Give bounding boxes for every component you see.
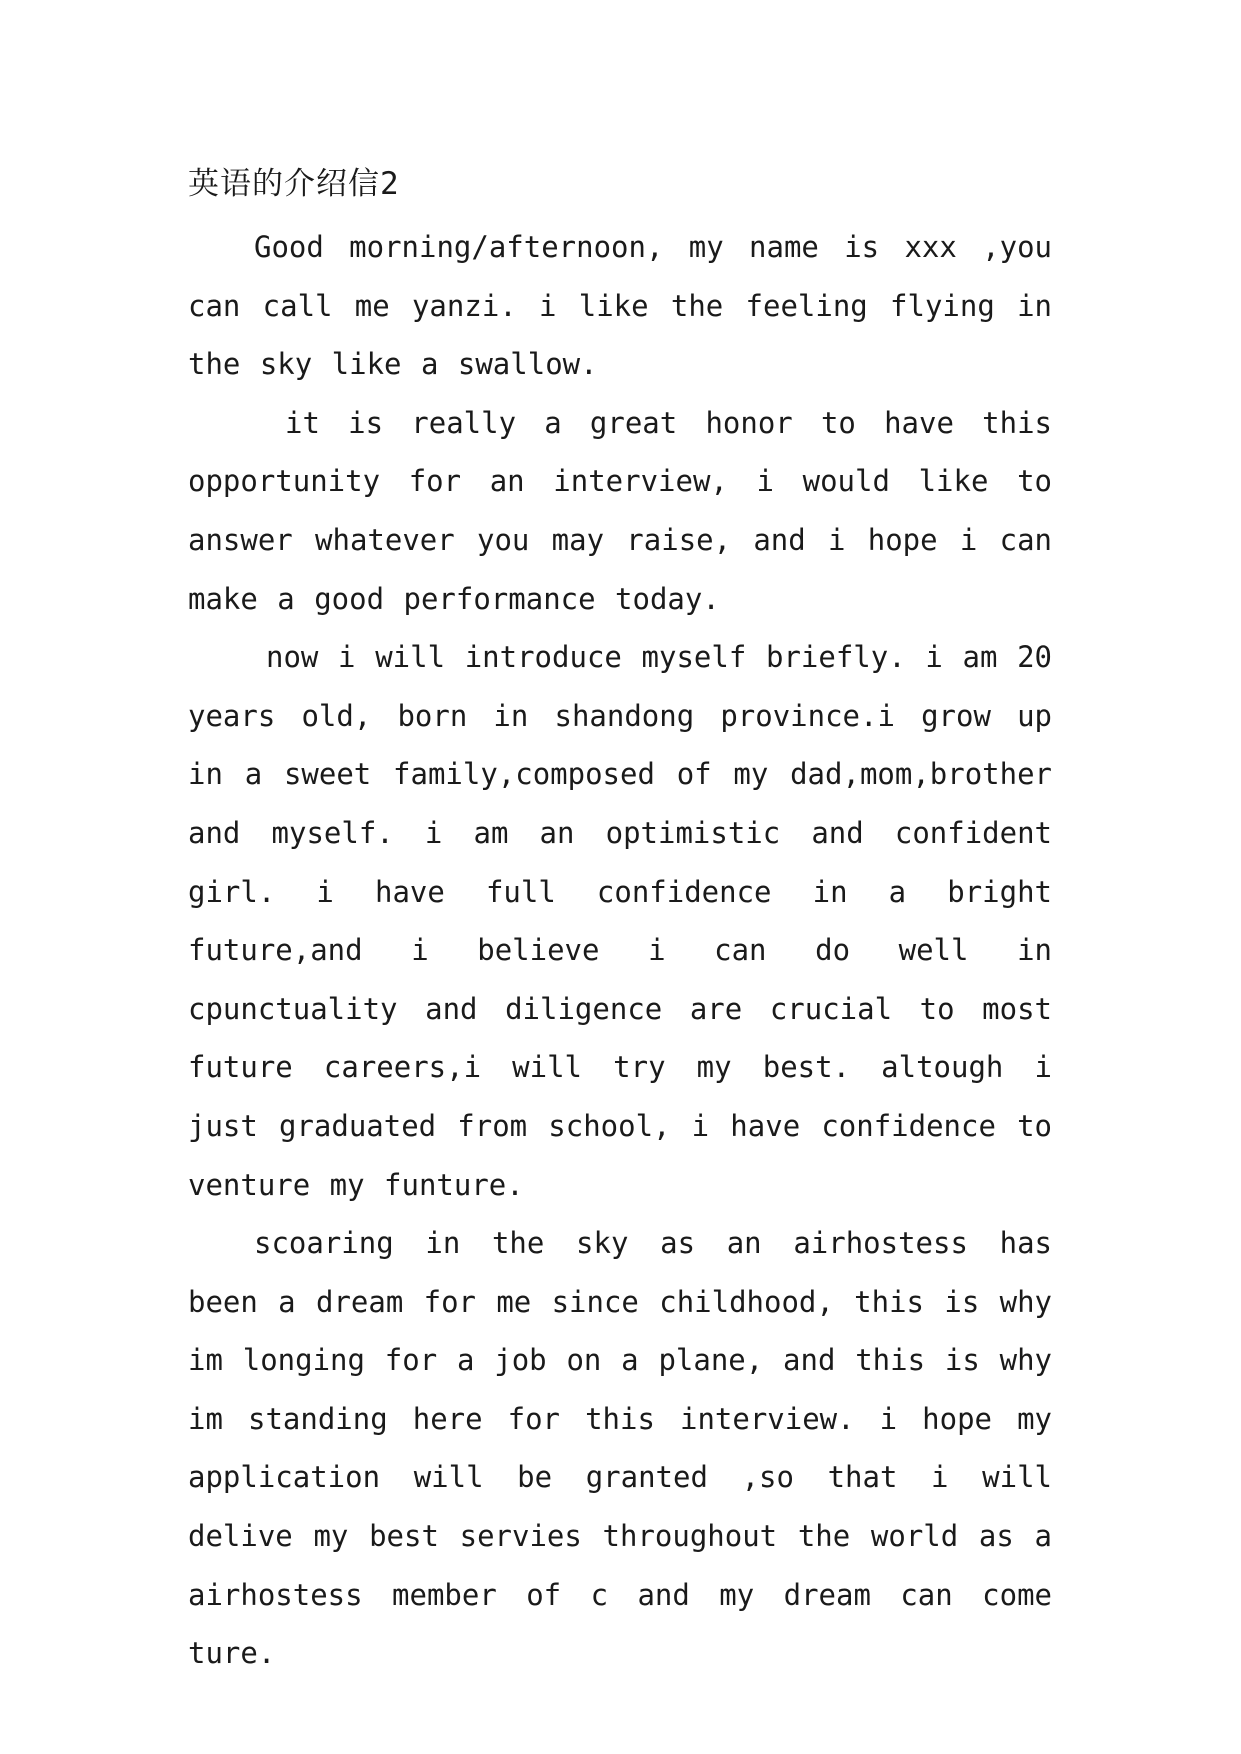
paragraph-honor: it is really a great honor to have this opportunity for an interview, i would like to answer whatever you may raise, and i hope i can make a good performance today. (188, 405, 1052, 616)
document-title: 英语的介绍信2 (188, 166, 400, 202)
document-body (188, 150, 1052, 1683)
paragraph-background: now i will introduce myself briefly. i am 20 years old, born in shandong province.i grow up in a sweet family,composed of my dad,mom,brother and myself. i am an optimistic and confident girl. i have full confidence in a bright future,and i believe i can do well in cpunctuality and diligence are crucial to most future careers,i will try my best. altough i just graduated from school, i have confidence to venture my funture. (188, 640, 1052, 1202)
paragraph-dream: scoaring in the sky as an airhostess has been a dream for me since childhood, this is why im longing for a job on a plane, and this is why im standing here for this interview. i hope my application will be granted ,so that i will delive my best servies throughout the world as a airhostess member of c and my dream can come ture. (188, 1226, 1052, 1671)
paragraph-introduction: Good morning/afternoon, my name is xxx ,you can call me yanzi. i like the feeling flying in the sky like a swallow. (188, 230, 1052, 382)
